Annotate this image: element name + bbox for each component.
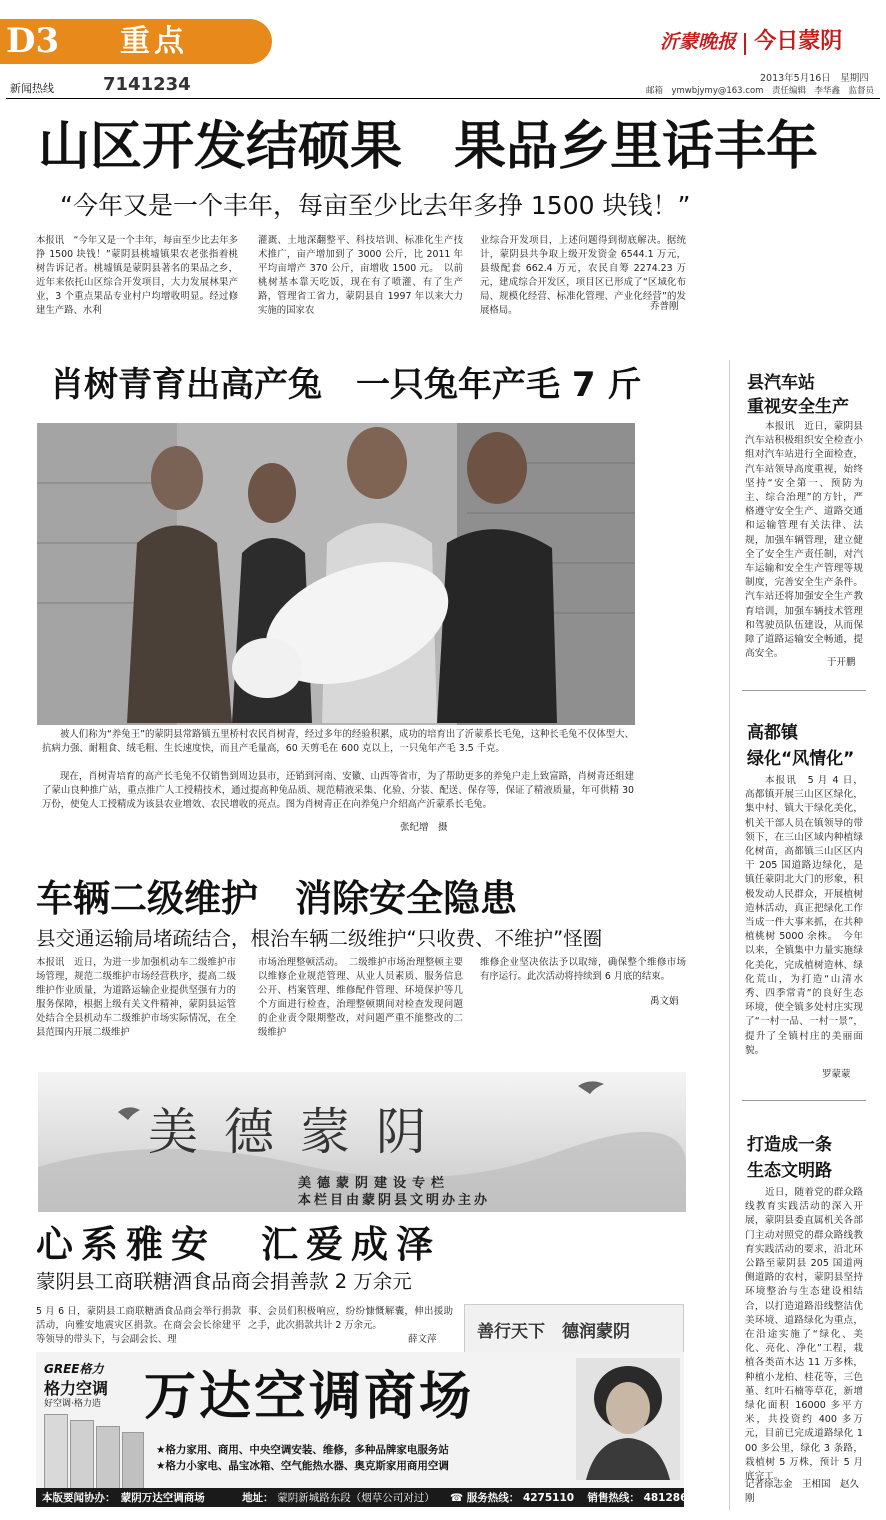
article3-headline: 车辆二级维护 消除安全隐患 (36, 877, 517, 920)
logo-right: 今日蒙阴 (754, 28, 843, 54)
article4-headline: 心系雅安 汇爱成泽 (36, 1223, 441, 1266)
logo-left: 沂蒙晚报 (660, 31, 737, 53)
article3-col1: 本报讯 近日，为进一步加强机动车二级维护市场管理，规范二级维护市场经营秩序，提高二级维护作业质量，为道路运输企业提供坚强有力的服务保障，根据上级有关文件精神，蒙阴县运管处结合全县机动车二级维护市场实际情况，在全县范围内开展二级维护 (36, 957, 236, 1038)
banner-line2: 本栏目由蒙阴县文明办主办 (298, 1193, 491, 1208)
side2-headline2: 绿化“风情化” (747, 749, 855, 769)
article4-col1: 5 月 6 日，蒙阴县工商联糖酒食品商会举行捐款活动，向雅安地震灾区捐款。在商会会长徐建平等领导的带头下，与会副会长、理 (36, 1306, 241, 1345)
article3-col2: 市场治理整顿活动。 二级维护市场治理整顿主要以维修企业规范管理、从业人员素质、服务信息公开、档案管理、维修配件管理、环境保护等几个方面进行检查，治理整顿期间对检查发现问题的企业责令限期整改，对问题严重不能整改的二级维护 (258, 957, 463, 1038)
ad-footer-addr: 蒙阴新城路东段（烟草公司对过） (277, 1492, 435, 1504)
article2-headline: 肖树青育出高产兔 一只兔年产毛 7 斤 (50, 365, 642, 405)
hotline-number: 7141234 (103, 74, 191, 95)
ad-footer-left: 本版要闻协办： 蒙阴万达空调商场 (42, 1492, 205, 1504)
article4-author: 薛文萍 (408, 1334, 437, 1345)
phone-icon: ☎ (450, 1492, 464, 1504)
ad-brand: GREE格力 (44, 1362, 104, 1376)
ad-line1: ★格力家用、商用、中央空调安装、维修，多种品牌家电服务站 (156, 1444, 449, 1456)
ad-footer-sales-label: 销售热线： (587, 1492, 640, 1504)
article1-headline: 山区开发结硕果 果品乡里话丰年 (38, 117, 819, 177)
side3-body: 近日，随着党的群众路线教育实践活动的深入开展，蒙阴县委直属机关各部门主动对照党的群众路线教育实践活动的要求，沿北环公路至蒙阴县 205 国道两侧道路的农村，蒙阴县坚持环境整治与生态建设相结合，以打造道路沿线整洁优美环境、道路绿化为重点，在沿途实施了“绿化、美化、亮化、净化”工程，栽植各类苗木达 11 万多株，种植小龙柏、桂花等，三色堇、红叶石楠等草花，新增绿化面积 16000 多平方米，共投资约 400 多万元，目前已完成道路绿化 100 多公里，绿化 3 条路，栽植树 5 万株，预计 5 月底完工。 (745, 1187, 863, 1483)
rabbit-photo (37, 423, 635, 725)
side3-author: 记者徐志金 王相国 赵久刚 (745, 1479, 860, 1504)
page-number: D3 (6, 21, 60, 61)
article3-subhead: 县交通运输局堵疏结合，根治车辆二级维护“只收费、不维护”怪圈 (36, 927, 603, 950)
side1-headline1: 县汽车站 (747, 373, 815, 393)
newspaper-logo (660, 24, 880, 64)
side1-headline2: 重视安全生产 (747, 397, 849, 417)
editor-line: 邮箱 ymwbjymy@163.com 责任编辑 李华鑫 监督员 (646, 86, 874, 96)
banner-title: 美德蒙阴 (148, 1103, 452, 1161)
photo-illustration (37, 423, 635, 725)
side3-headline2: 生态文明路 (747, 1161, 832, 1181)
meide-banner (38, 1072, 686, 1212)
article1-col2: 灌溉、土地深翻整平、科技培训、标准化生产技术推广，亩产增加到了 3000 公斤，比 2011 年平均亩增产 370 公斤，亩增收 1500 元。 以前桃树基本靠天吃饭，现在有了喷灌、有了生产路，管理省工省力，蒙阴县自 1997 年以来大力实施的国家农 (258, 235, 463, 316)
ad-footer-service: 4275110 (522, 1492, 575, 1504)
side2-body: 本报讯 5 月 4 日，高都镇开展三山区区绿化，集中村、镇大干绿化美化，机关干部人员在镇领导的带领下，在三山区域内种植绿化树苗，高都镇三山区区内干 205 国道路边绿化，是镇任蒙阴北大门的形象，积极发动人民群众，开展植树造林活动，真正把绿化工作当成一件大事来抓，在共种植桃树 5000 余株。 今年以来，全镇集中力量实施绿化美化，完成植树造林、绿化荒山，为打造“山清水秀、四季常青”的良好生态环境，使全镇多处村庄实现了“一村一品、一村一景”，提升了全镇村庄的美丽面貌。 (745, 775, 863, 1056)
ad-footer (42, 1490, 695, 1505)
side2-author: 罗蒙蒙 (822, 1069, 851, 1080)
logo-divider (744, 33, 746, 55)
side2-headline1: 高都镇 (747, 723, 798, 743)
article3-col3: 维修企业坚决依法予以取缔，确保整个维修市场有序运行。此次活动将持续到 6 月底的结束。 (480, 957, 686, 982)
portrait-illustration (576, 1358, 680, 1480)
ad-title: 万达空调商场 (144, 1367, 475, 1427)
side-rule-1 (742, 690, 866, 691)
ad-footer-addr-label: 地址： (242, 1492, 274, 1504)
ad-brand-tag: 好空调·格力造 (44, 1399, 101, 1409)
article1-col3: 业综合开发项目，上述问题得到彻底解决。据统计，蒙阴县共争取上级开发资金 6544.1 万元，县级配套 662.4 万元，农民自筹 2274.23 万元，建成综合开发区，项目区已形成了“区域化布局、规模化经营、标准化管理、产业化经营”的发展格局。 (480, 235, 686, 316)
issue-date: 2013年5月16日 星期四 (760, 73, 869, 84)
hotline-label: 新闻热线 (10, 82, 54, 95)
side1-body: 本报讯 近日，蒙阴县汽车站积极组织安全检查小组对汽车站进行全面检查，汽车站领导高度重视，始终坚持“安全第一、预防为主、综合治理”的方针，严格遵守安全生产、道路交通和运输管理有关法律、法规，加强车辆管理，建立健全了安全生产责任制，对汽车运输和安全生产管理等规制度，完善安全生产条件。汽车站还将加强安全生产教育培训，加强车辆技术管理和驾驶员队伍建设，从而保障了道路运输安全畅通，提高安全。 (745, 421, 863, 660)
ad-portrait (576, 1358, 680, 1480)
slogan-text: 善行天下 德润蒙阴 (477, 1322, 630, 1342)
side-rule-2 (742, 1100, 866, 1101)
article1-subhead: “今年又是一个丰年，每亩至少比去年多挣 1500 块钱！” (60, 191, 691, 220)
section-name: 重点 (120, 24, 188, 59)
article2-caption1: 被人们称为“养兔王”的蒙阴县常路镇五里桥村农民肖树青，经过多年的经验积累，成功的培育出了沂蒙系长毛兔，这种长毛兔不仅体型大、抗病力强、耐粗食、绒毛粗、生长速度快，而且产毛量高，60 天剪毛在 600 克以上，一只兔年产毛 3.5 千克。 (42, 729, 634, 754)
ad-brand-cn: 格力空调 (44, 1379, 109, 1398)
article4-subhead: 蒙阴县工商联糖酒食品商会捐善款 2 万余元 (36, 1270, 412, 1293)
ad-line2: ★格力小家电、晶宝冰箱、空气能热水器、奥克斯家用商用空调 (156, 1460, 449, 1472)
sidebar-divider (729, 360, 730, 1510)
ad-footer-sales: 4812860 (643, 1492, 695, 1504)
ad-footer-service-label: 服务热线： (466, 1492, 520, 1504)
article2-caption2: 现在，肖树青培育的高产长毛兔不仅销售到周边县市，还销到河南、安徽、山西等省市，为了帮助更多的养兔户走上致富路，肖树青还组建了蒙山良种推广站，重点推广人工授精技术，通过提高种兔品质、规范精液采集、化验、分装、配送、保存等，保证了精液质量，年可供精 30 万份，使兔人工授精成为该县农业增效、农民增收的亮点。图为肖树青正在向养兔户介绍高产沂蒙系长毛兔。 (42, 771, 634, 810)
article1-author: 乔普刚 (650, 301, 679, 312)
ac-unit-image (44, 1414, 144, 1488)
side1-author: 于开鹏 (827, 657, 856, 668)
slogan-box (464, 1304, 684, 1354)
article2-photo-credit: 张纪增 摄 (400, 822, 448, 833)
article4-col2: 事、会员们积极响应，纷纷慷慨解囊，伸出援助之手，此次捐款共计 2 万余元。 (248, 1306, 453, 1331)
side3-headline1: 打造成一条 (747, 1135, 832, 1155)
article1-col1: 本报讯 “今年又是一个丰年，每亩至少比去年多挣 1500 块钱！”蒙阴县桃墟镇果农老张指着桃树告诉记者。桃墟镇是蒙阴县著名的果品之乡，近年来依托山区综合开发项目，大力发展林果产业，3 个重点果品专业村户均增收明显。经过修建生产路、水利 (36, 235, 238, 316)
banner-line1: 美德蒙阴建设专栏 (298, 1176, 451, 1191)
ad-box (36, 1352, 695, 1507)
article3-author: 禹文娟 (650, 996, 679, 1007)
top-rule (6, 98, 880, 99)
